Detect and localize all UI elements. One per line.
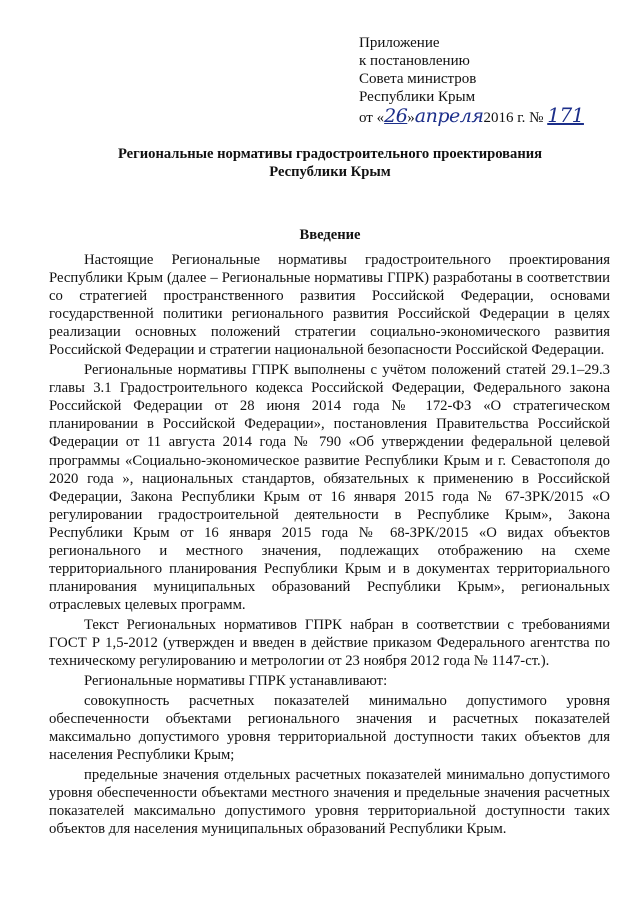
handwritten-number: 171 (547, 103, 584, 127)
appendix-date-line (359, 103, 584, 127)
title-line-2: Республики Крым (269, 164, 391, 180)
paragraph-3: Текст Региональных нормативов ГПРК набран в соответствии с требованиями ГОСТ Р 1,5-2012 (утвержден и введен в действие приказом Федерального агентства по техническому регулированию и метрологии от 23 ноября 2012 года № 1147-ст.). (49, 616, 610, 670)
title-line-1: Региональные нормативы градостроительного проектирования (117, 146, 543, 162)
paragraph-4: Региональные нормативы ГПРК устанавливают: (84, 673, 388, 690)
date-year: 2016 г. № (483, 110, 544, 126)
document-body (49, 251, 610, 839)
appendix-line-1: Приложение (359, 35, 440, 51)
appendix-line-2: к постановлению (359, 53, 470, 69)
appendix-line-3: Совета министров (359, 71, 477, 87)
appendix-line-4: Республики Крым (359, 89, 476, 105)
paragraph-2: Региональные нормативы ГПРК выполнены с учётом положений статей 29.1–29.3 главы 3.1 Градостроительного кодекса Российской Федерации, Федерального закона Российской Федерации от 28 июня 2014 года № 172-ФЗ «О стратегическом планировании в Российской Федерации», постановления Правительства Российской Федерации от 11 августа 2014 года № 790 «Об утверждении федеральной целевой программы «Социально-экономическое развитие Республики Крым и г. Севастополя до 2020 года », национальных стандартов, обязательных к применению в Российской Федерации, Закона Республики Крым от 16 января 2015 года № 67-ЗРК/2015 «О регулировании градостроительной деятельности в Республике Крым», Закона Республики Крым от 16 января 2015 года № 68-ЗРК/2015 «О видах объектов регионального и местного значения, подлежащих отображению на схеме территориального планирования Республики Крым и в документах территориального планирования муниципальных образований Республики Крым», региональных отраслевых целевых программ. (49, 362, 610, 613)
paragraph-1: Настоящие Региональные нормативы градостроительного проектирования Республики Крым (далее – Региональные нормативы ГПРК) разработаны в соответствии со стратегией пространственного развития Российской Федерации, основами государственной политики регионального развития Российской Федерации в целях реализации основных положений стратегии социально-экономического развития Российской Федерации и стратегии национальной безопасности Российской Федерации. (49, 252, 610, 359)
paragraph-6: предельные значения отдельных расчетных показателей минимально допустимого уровня обеспеченности объектами местного значения и предельные значения расчетных показателей максимально допустимого уровня территориальной доступности таких объектов для населения муниципальных образований Республики Крым. (49, 767, 610, 838)
date-quote-close: » (407, 110, 415, 126)
section-heading: Введение (299, 227, 361, 243)
paragraph-5: совокупность расчетных показателей минимально допустимого уровня обеспеченности объектами регионального значения и расчетных показателей максимально допустимого уровня территориальной доступности таких объектов для населения Республики Крым; (49, 693, 610, 764)
appendix-block (359, 34, 584, 127)
document-title (60, 145, 600, 181)
handwritten-day: 26 (384, 105, 408, 127)
handwritten-month: апреля (414, 105, 484, 127)
date-prefix: от « (359, 110, 385, 126)
